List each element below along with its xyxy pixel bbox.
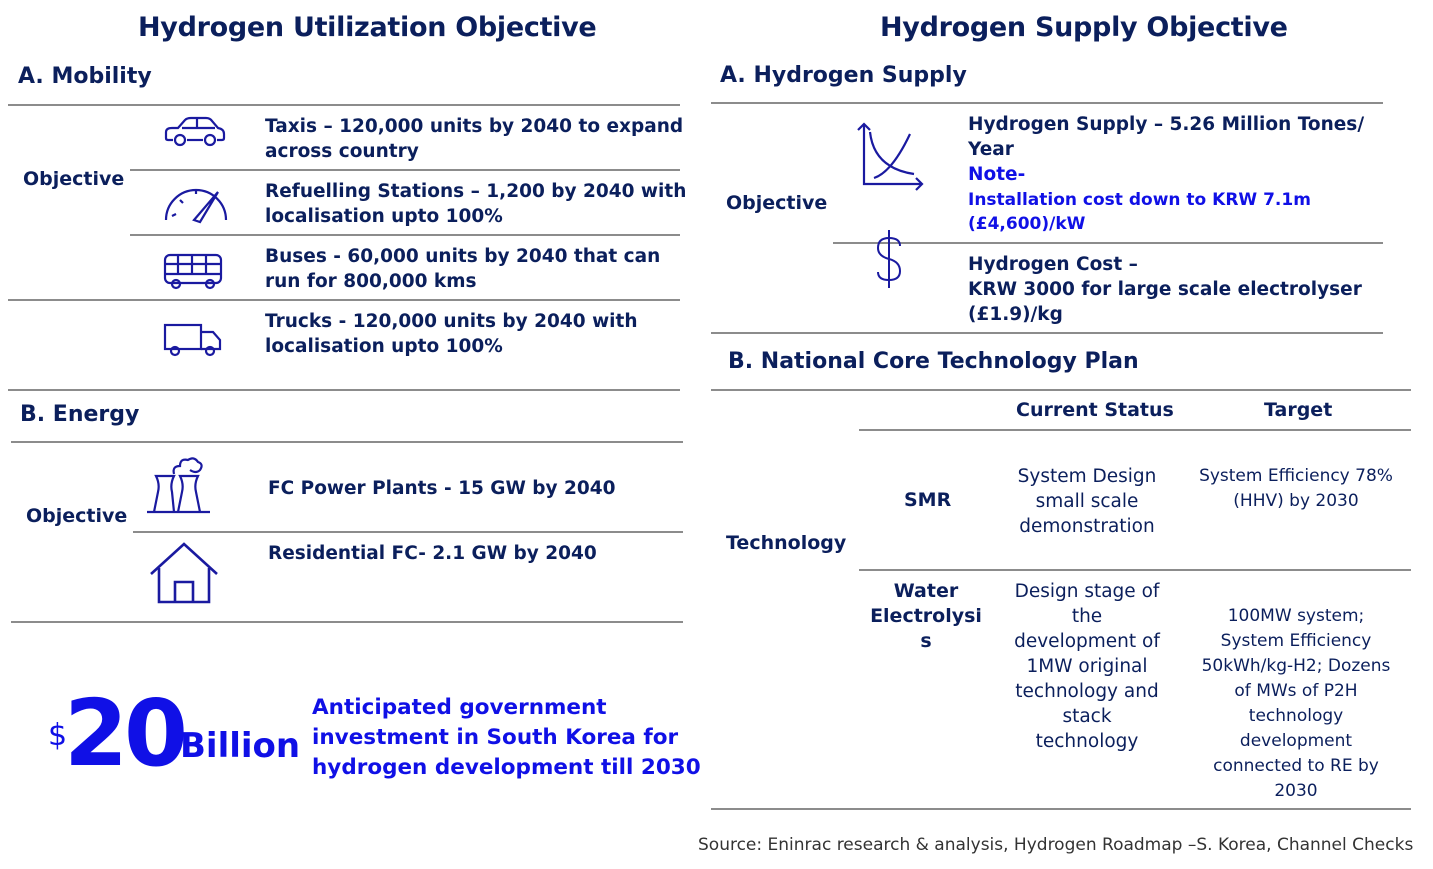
residential-fc-text: Residential FC- 2.1 GW by 2040 bbox=[268, 543, 597, 564]
divider bbox=[11, 441, 683, 443]
divider bbox=[8, 104, 680, 106]
divider bbox=[859, 429, 1411, 431]
divider bbox=[11, 621, 683, 623]
water-target: 100MW system; System Efficiency 50kWh/kg-H2; Dozens of MWs of P2H technology development connected to RE by 2030 bbox=[1201, 606, 1391, 801]
supply-note-line1: Installation cost down to KRW 7.1m bbox=[968, 190, 1311, 210]
supply-line1: Hydrogen Supply – 5.26 Million Tones/ bbox=[968, 114, 1365, 135]
tech-plan-heading: B. National Core Technology Plan bbox=[728, 349, 1139, 374]
supply-line2: Year bbox=[968, 139, 1014, 160]
taxi-objective-line1: Taxis – 120,000 units by 2040 to expand bbox=[265, 116, 684, 137]
hydrogen-supply-heading: A. Hydrogen Supply bbox=[720, 63, 967, 88]
speedometer-icon bbox=[160, 180, 232, 224]
fc-power-plants-text: FC Power Plants - 15 GW by 2040 bbox=[268, 478, 616, 499]
investment-line1: Anticipated government bbox=[312, 695, 607, 720]
technology-row-label: Technology bbox=[726, 532, 847, 554]
col-target: Target bbox=[1264, 399, 1333, 421]
water-current-status: Design stage of the development of 1MW original technology and stack technology bbox=[1014, 581, 1160, 752]
truck-objective-line2: localisation upto 100% bbox=[265, 336, 503, 357]
truck-icon bbox=[160, 320, 226, 360]
divider bbox=[859, 569, 1411, 571]
investment-line2: investment in South Korea for bbox=[312, 725, 679, 750]
supply-demand-chart-icon bbox=[852, 120, 928, 192]
mobility-objective-label: Objective bbox=[23, 168, 125, 190]
col-current-status: Current Status bbox=[1016, 399, 1174, 421]
taxi-objective-line2: across country bbox=[265, 141, 419, 162]
refuelling-objective-line1: Refuelling Stations – 1,200 by 2040 with bbox=[265, 181, 687, 202]
divider bbox=[130, 234, 680, 236]
divider bbox=[133, 531, 683, 533]
supply-title: Hydrogen Supply Objective bbox=[880, 12, 1288, 43]
divider bbox=[833, 242, 1383, 244]
smr-label: SMR bbox=[904, 489, 952, 511]
divider bbox=[711, 332, 1383, 334]
utilization-title: Hydrogen Utilization Objective bbox=[138, 12, 597, 43]
supply-note-line2: (£4,600)/kW bbox=[968, 214, 1086, 234]
bus-objective-line1: Buses - 60,000 units by 2040 that can bbox=[265, 246, 661, 267]
investment-amount: 20 bbox=[64, 680, 185, 787]
dollar-icon bbox=[872, 228, 906, 290]
cost-line2: KRW 3000 for large scale electrolyser bbox=[968, 279, 1362, 300]
investment-unit: Billion bbox=[180, 726, 301, 766]
bus-objective-line2: run for 800,000 kms bbox=[265, 271, 477, 292]
supply-objective-label: Objective bbox=[726, 192, 828, 214]
divider bbox=[8, 389, 680, 391]
water-electrolysis-label: Water Electrolysi s bbox=[870, 580, 982, 652]
divider bbox=[130, 169, 680, 171]
currency-symbol: $ bbox=[48, 718, 68, 753]
supply-note-label: Note- bbox=[968, 164, 1026, 185]
divider bbox=[8, 299, 680, 301]
energy-objective-label: Objective bbox=[26, 505, 128, 527]
investment-line3: hydrogen development till 2030 bbox=[312, 755, 701, 780]
car-icon bbox=[160, 112, 230, 154]
mobility-heading: A. Mobility bbox=[18, 64, 152, 89]
divider bbox=[711, 102, 1383, 104]
smr-target: System Efficiency 78% (HHV) by 2030 bbox=[1199, 466, 1393, 511]
source-note: Source: Eninrac research & analysis, Hydrogen Roadmap –S. Korea, Channel Checks bbox=[698, 835, 1414, 855]
smr-current-status: System Design small scale demonstration bbox=[1017, 466, 1157, 537]
bus-icon bbox=[160, 252, 226, 292]
refuelling-objective-line2: localisation upto 100% bbox=[265, 206, 503, 227]
divider bbox=[711, 808, 1411, 810]
house-icon bbox=[147, 540, 221, 606]
cost-line3: (£1.9)/kg bbox=[968, 304, 1063, 325]
power-plant-icon bbox=[144, 452, 214, 516]
energy-heading: B. Energy bbox=[20, 402, 140, 427]
cost-line1: Hydrogen Cost – bbox=[968, 254, 1138, 275]
divider bbox=[711, 389, 1411, 391]
truck-objective-line1: Trucks - 120,000 units by 2040 with bbox=[265, 311, 638, 332]
